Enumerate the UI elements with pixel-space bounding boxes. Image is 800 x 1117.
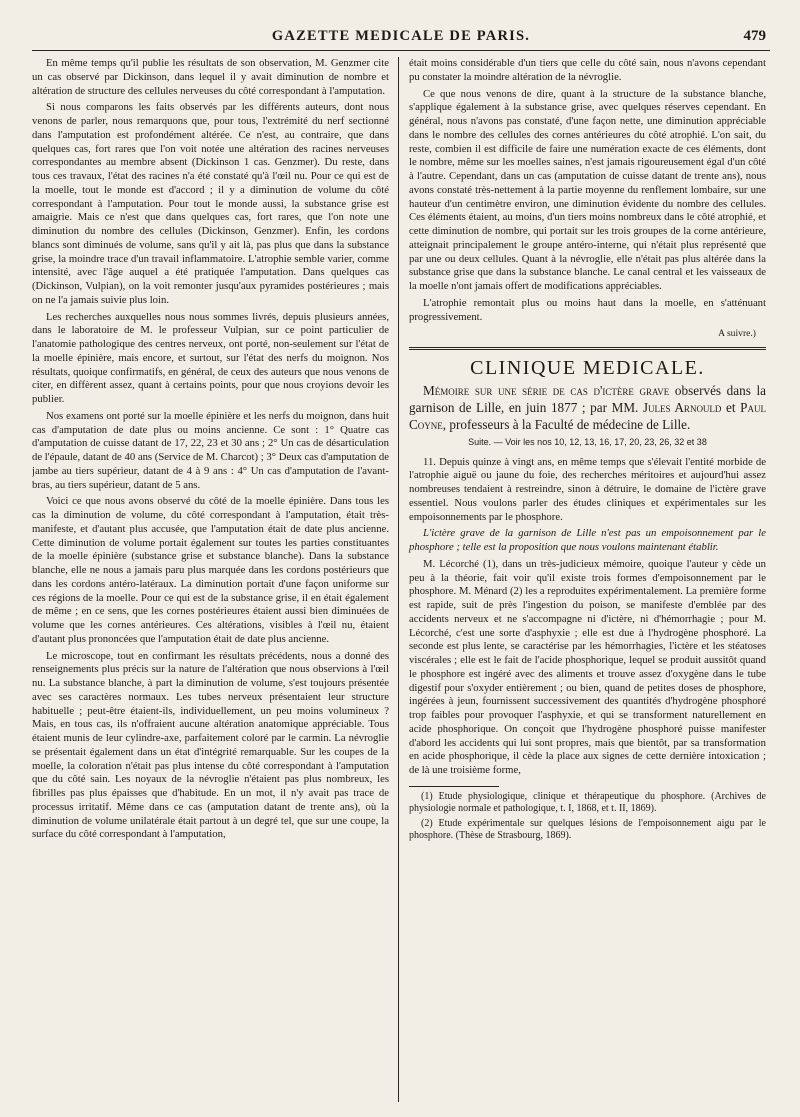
paragraph: Nos examens ont porté sur la moelle épinière et les nerfs du moignon, dans huit cas d'amputation de date plus ou moins ancienne. Ce sont : 1° Quatre cas d'amputation de cuisse datant de 17, 22, 23 et 30 ans ; 2° Un cas de désarticulation de l'épaule, datant de 40 ans (Service de M. Charcot) ; 3° Deux cas d'amputation de jambe au tiers supérieur, datant de 4 à 9 ans : 4° Un cas d'amputation de l'avant-bras, au tiers supérieur, datant de 5 ans. [32,409,389,491]
article-title-end: , professeurs à la Faculté de médecine de Lille. [442,416,691,432]
page-number: 479 [743,28,766,44]
paragraph: En même temps qu'il publie les résultats de son observation, M. Genzmer cite un cas observé par Dickinson, dans lequel il y avait diminution de nombre et altération de structure des cellules nerveuses du côté correspondant à l'amputation. [32,57,389,97]
text-columns [32,57,770,1102]
to-be-continued: A suivre.) [718,328,756,340]
paragraph: Les recherches auxquelles nous nous sommes livrés, depuis plusieurs années, dans le laboratoire de M. le professeur Vulpian, sur ce point particulier de l'anatomie pathologique des centres nerveux, ont porté, non-seulement sur l'état de la moelle épinière, mais encore, et surtout, sur l'état des nerfs du moignon. Nos résultats, quoique confirmatifs, en général, de ceux des auteurs que nous venons de citer, en diffèrent assez, quant à certains points, pour que nous croyions devoir les publier. [32,310,389,405]
right-column [399,57,766,1102]
paragraph: Le microscope, tout en confirmant les résultats précédents, nous a donné des renseignements plus précis sur la nature de l'altération que nous observions à l'œil nu. La substance blanche, à part la diminution de volume, s'est toujours présentée avec ses caractères normaux. Les tubes nerveux présentaient leur structure habituelle ; peut-être étaient-ils, individuellement, un peu moins volumineux ? Mais, en tous cas, ils n'offraient aucune altération anatomique appréciable. Tous étaient munis de leur cylindre-axe, parfaitement coloré par le carmin. La névroglie se présentait également dans un état d'intégrité remarquable. Sur les coupes de la moelle, la coloration n'était pas plus intense du côté correspondant à l'amputation que du côté sain. Les noyaux de la névroglie n'étaient pas plus nombreux, les fibrilles pas plus épaisses que d'habitude. En un mot, il n'y avait pas trace de processus irritatif. Même dans ce cas (amputation datant de trente ans), où la diminution de volume unilatérale était partout à un degré tel, que sur une coupe, la surface du côté correspondant à l'amputation, [32,649,389,841]
paragraph: 11. Depuis quinze à vingt ans, en même temps que s'élevait l'entité morbide de l'atrophie aiguë ou jaune du foie, des recherches méritoires et aujourd'hui assez nombreuses tendaient à restreindre, sinon à détruire, le domaine de l'ictère grave essentiel. Nous voulons parler des études cliniques et expérimentales sur les empoisonnements par le phosphore. [409,455,766,523]
author-name: Paul Coyne [409,399,766,432]
paragraph [409,527,766,555]
running-head [32,28,770,51]
author-name: Jules Arnould [642,399,722,415]
italic-proposition: L'ictère grave de la garnison de Lille n'est pas un empoisonnement par le phosphore ; telle est la proposition que nous voulons maintenant établir. [409,527,766,553]
series-note: Suite. — Voir les nos 10, 12, 13, 16, 17, 20, 23, 26, 32 et 38 [468,436,707,447]
section-title: CLINIQUE MEDICALE. [470,357,705,379]
paragraph: Si nous comparons les faits observés par les différents auteurs, dont nous venons de parler, nous remarquons que, pour tous, l'extrémité du nerf sectionné dans l'amputation est profondément altérée. Ce n'est, au contraire, que dans quelques cas, fort rares que l'on voit notée une altération des racines nerveuses correspondantes au membre absent (Dickinson 1 cas. Genzmer). Du reste, dans tous ces travaux, l'état des racines n'a été constaté qu'à l'œil nu. Pour ce qui est de la moelle, tout le monde est d'accord ; il y a diminution de volume du côté correspondant à l'amputation. Pour tout le monde aussi, la substance grise est amaigrie. Mais ce n'est que dans quelques cas, fort rares, que l'on note une diminution du nombre des cellules (Dickinson, Genzmer). Enfin, les cordons blancs sont diminués de volume, sans qu'il y ait là, pas plus que dans la substance grise, la moindre trace d'un travail inflammatoire. L'atrophie semble varier, comme intensité, avec l'âge auquel a été pratiquée l'amputation. Dans quelques cas (Dickinson, Vulpian), on la voit remonter jusqu'aux pyramides postérieures ; mais on ne l'a jamais suivie plus loin. [32,101,389,306]
paragraph: Ce que nous venons de dire, quant à la structure de la substance blanche, s'applique également à la substance grise, avec quelques réserves cependant. En général, nous n'avons pas constaté, d'une façon nette, une diminution appréciable dans le nombre des cellules des cornes antérieures du côté atrophié. L'on sait, du reste, combien il est difficile de faire une numération exacte de ces éléments, dont le nombre, même sur les moelles saines, n'est jamais rigoureusement égal d'un côté à l'autre. Cependant, dans un cas (amputation de cuisse datant de trente ans), nous avons constaté très-nettement à la partie moyenne du renflement lombaire, sur une hauteur d'un centimètre environ, une diminution évidente du nombre des cellules. Ces éléments étaient, au moins, d'un tiers moins nombreux dans le côté atrophié, et cette diminution de nombre, qui portait sur les trois groupes de la corne antérieure, atteignait principalement le groupe antéro-interne, qui n'était plus représenté que par une ou deux cellules. Quant à la névroglie, elle n'était pas plus altérée dans la substance grise que dans la substance blanche. Le canal central et les vaisseaux de la moelle n'ont jamais offert de modifications appréciables. [409,87,766,292]
footnote: (1) Etude physiologique, clinique et thérapeutique du phosphore. (Archives de physiologie normale et pathologique, t. I, 1868, et t. II, 1869). [409,790,766,815]
journal-title: GAZETTE MEDICALE DE PARIS. [271,28,531,44]
left-column [32,57,399,1102]
article-title-mid: et [721,399,741,415]
paragraph: M. Lécorché (1), dans un très-judicieux mémoire, quoique l'auteur y cède un peu à la théorie, fait voir qu'il existe trois formes d'empoisonnement par le phosphore. M. Ménard (2) les a reproduites expérimentalement. La première forme est rapide, suit de près l'ingestion du poison, se manifeste d'emblée par des accidents nerveux et ne s'accompagne ni d'ictère, ni d'hémorrhagie ; pour M. Lécorché, c'est une sorte d'asphyxie ; elle est due à l'hydrogène phosphoré. La seconde est plus lente, se caractérise par les hémorrhagies, l'ictère et les stéatoses viscérales ; elle est le fait de l'acide phosphorique, lequel se produit aussitôt quand le phosphore est ingéré avec des aliments et trouve assez d'oxygène dans le tube digestif pour s'oxyder entièrement ; ou bien, quand de petites doses de phosphore, ingérées à jeun, fournissent successivement des quantités d'hydrogène phosphoré trop faibles pour provoquer l'asphyxie, et qui se transforment naturellement en acide phosphorique. On conçoit que l'hydrogène phosphoré puisse manifester d'abord les accidents qui lui sont propres, mais que bientôt, par sa transformation en acide phosphorique, il cède la place aux signes de cette dernière intoxication ; de là une troisième forme, [409,557,766,776]
paragraph-continuation: était moins considérable d'un tiers que celle du côté sain, nous n'avons cependant pu constater la moindre altération de la névroglie. [409,57,766,83]
article-title [409,382,766,433]
article-title-rest: observés dans la garnison de Lille, en juin 1877 ; par MM. [409,382,766,415]
paragraph: L'atrophie remontait plus ou moins haut dans la moelle, en s'atténuant progressivement. [409,296,766,323]
article-title-smallcaps: Mémoire sur une série de cas d'ictère grave [423,382,670,398]
footnote-rule [409,786,499,787]
section-divider [409,347,766,350]
paragraph: Voici ce que nous avons observé du côté de la moelle épinière. Dans tous les cas la diminution de volume, du côté correspondant à l'amputation, était très-manifeste, et d'autant plus accusée, que l'amputation était de date plus ancienne. Cette diminution de volume portait également sur toutes les parties constituantes de la moelle épinière (substance grise et substance blanche). Dans la substance blanche, elle ne nous a jamais paru plus marquée dans les cordons postérieurs que dans les cordons antéro-latéraux. La diminution portait d'une façon uniforme sur ces régions de la moelle. Pour ce qui est de la substance grise, il en était également de même ; en ce sens, que les cornes postérieures étaient aussi bien diminuées de volume que les cornes antérieures. Ces altérations, visibles à l'œil nu, étaient d'autant plus prononcées que l'amputation était de date plus ancienne. [32,495,389,645]
footnotes [409,791,766,843]
footnote: (2) Etude expérimentale sur quelques lésions de l'empoisonnement aigu par le phosphore. (Thèse de Strasbourg, 1869). [409,817,766,842]
